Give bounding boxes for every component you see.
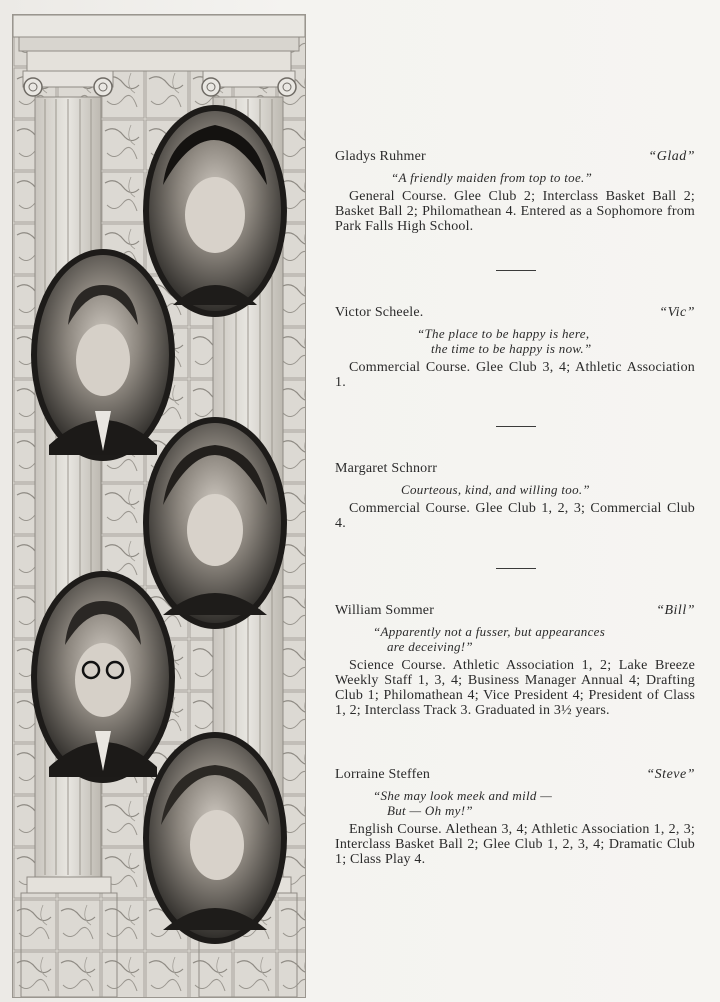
senior-entry — [335, 461, 695, 531]
student-name: William Sommer — [335, 603, 435, 618]
portrait-column-panel — [12, 14, 306, 998]
section-divider — [496, 426, 536, 427]
student-name: Lorraine Steffen — [335, 767, 431, 782]
section-divider — [496, 568, 536, 569]
student-activities: English Course. Alethean 3, 4; Athletic Association 1, 2, 3; Interclass Basket Ball 2; Glee Club 1, 2, 3, 4; Dramatic Club 1; Class Play 4. — [335, 822, 695, 867]
student-nickname: “Bill” — [656, 603, 695, 618]
portrait-lorraine-steffen — [143, 732, 287, 944]
student-quote: “She may look meek and mild — But — Oh my!” — [373, 788, 553, 818]
portrait-william-sommer — [31, 571, 175, 783]
student-quote: Courteous, kind, and willing too.” — [401, 482, 590, 497]
student-activities: Science Course. Athletic Association 1, 2; Lake Breeze Weekly Staff 1, 3, 4; Business Manager Annual 4; Drafting Club 1; Philomathean 4; Vice President 4; President of Class 1, 2; Interclass Track 3. Graduated in 3½ years. — [335, 658, 695, 718]
student-name: Margaret Schnorr — [335, 461, 438, 476]
senior-entry — [335, 149, 695, 234]
column-illustration — [13, 15, 305, 997]
student-nickname: “Steve” — [646, 767, 695, 782]
student-activities: Commercial Course. Glee Club 1, 2, 3; Commercial Club 4. — [335, 501, 695, 531]
student-nickname: “Glad” — [648, 149, 695, 164]
senior-entry — [335, 305, 695, 390]
portrait-victor-scheele — [31, 249, 175, 461]
student-name: Gladys Ruhmer — [335, 149, 426, 164]
senior-entry — [335, 767, 695, 867]
student-quote: “The place to be happy is here, the time to be happy is now.” — [417, 326, 592, 356]
section-divider — [496, 270, 536, 271]
student-activities: Commercial Course. Glee Club 3, 4; Athletic Association 1. — [335, 360, 695, 390]
portrait-margaret-schnorr — [143, 417, 287, 629]
student-activities: General Course. Glee Club 2; Interclass Basket Ball 2; Basket Ball 2; Philomathean 4. Entered as a Sophomore from Park Falls High School. — [335, 189, 695, 234]
senior-entry — [335, 603, 695, 718]
student-quote: “Apparently not a fusser, but appearances are deceiving!” — [373, 624, 606, 654]
student-nickname: “Vic” — [659, 305, 695, 320]
student-name: Victor Scheele. — [335, 305, 424, 320]
portrait-gladys-ruhmer — [143, 105, 287, 317]
student-quote: “A friendly maiden from top to toe.” — [391, 170, 593, 185]
